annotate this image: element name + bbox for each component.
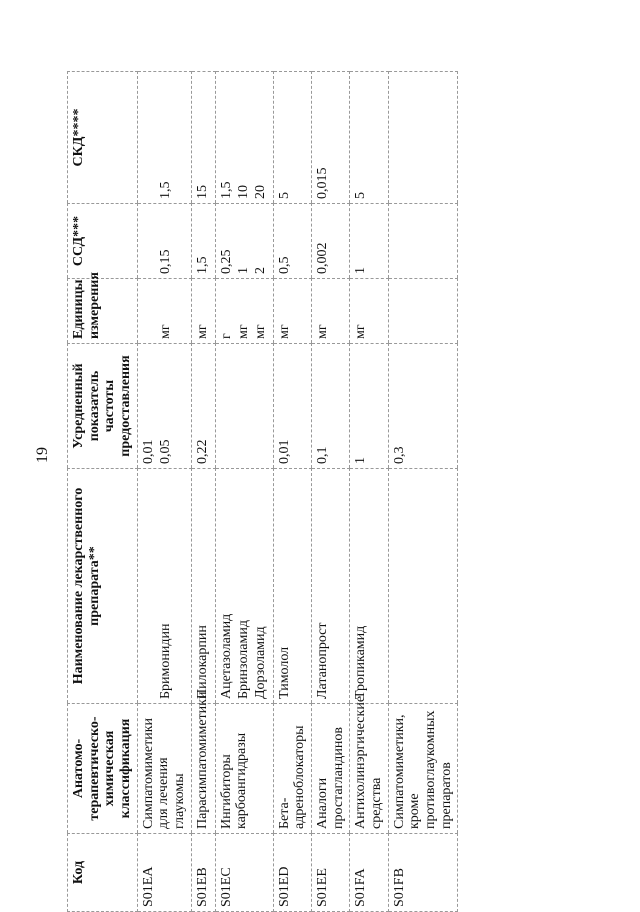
drug-table <box>67 71 458 912</box>
drug-value: Пилокарпин <box>194 625 210 699</box>
page-number: 19 <box>34 447 51 463</box>
unit-cell <box>273 279 311 344</box>
drug-value: Тропикамид <box>353 625 369 699</box>
drug-value: Ацетазоламид <box>218 613 234 699</box>
skd-value: 20 <box>252 185 268 199</box>
drug-cell <box>273 469 311 704</box>
unit-cell <box>312 279 350 344</box>
skd-cell <box>137 72 191 204</box>
freq-value: 1 <box>353 457 369 464</box>
ssd-cell <box>215 204 273 279</box>
unit-value: мг <box>252 324 268 339</box>
unit-cell <box>350 279 388 344</box>
skd-value: 10 <box>235 185 251 199</box>
table-row <box>273 72 311 912</box>
freq-cell <box>388 344 458 469</box>
code-cell: S01FA <box>350 834 388 912</box>
freq-cell <box>215 344 273 469</box>
ssd-value: 1 <box>235 267 251 274</box>
freq-cell <box>191 344 215 469</box>
freq-value <box>219 348 236 464</box>
unit-cell <box>388 279 458 344</box>
header-unit: Единицы измерения <box>68 279 138 344</box>
drug-value: Бринзоламид <box>235 620 251 699</box>
code-cell: S01FB <box>388 834 458 912</box>
atc-class-cell: Симпатомиметики для лечения глаукомы <box>137 704 191 834</box>
drug-value: Латанопрост <box>315 622 331 699</box>
skd-cell <box>273 72 311 204</box>
skd-value: 1,5 <box>157 181 173 199</box>
rotated-table-container <box>67 72 627 912</box>
drug-cell <box>388 469 458 704</box>
ssd-value: 2 <box>252 267 268 274</box>
atc-class-cell: Антихолинэргические средства <box>350 704 388 834</box>
header-code: Код <box>68 834 138 912</box>
ssd-value: 0,15 <box>157 249 173 274</box>
skd-cell <box>388 72 458 204</box>
unit-value: мг <box>353 324 369 339</box>
unit-value <box>141 283 158 339</box>
drug-cell <box>312 469 350 704</box>
code-cell: S01EE <box>312 834 350 912</box>
header-atc-class: Анатомо-терапевтическо-химическая классификация <box>68 704 138 834</box>
skd-cell <box>350 72 388 204</box>
code-cell: S01EC <box>215 834 273 912</box>
unit-cell <box>215 279 273 344</box>
skd-value: 1,5 <box>218 181 234 199</box>
table-row <box>191 72 215 912</box>
ssd-value <box>141 208 158 274</box>
drug-value <box>392 473 409 699</box>
freq-value <box>236 348 253 464</box>
skd-value <box>392 76 409 199</box>
freq-cell <box>312 344 350 469</box>
freq-value: 0,3 <box>391 446 407 464</box>
unit-value: мг <box>157 324 173 339</box>
ssd-value <box>392 208 409 274</box>
drug-value <box>141 473 158 699</box>
code-cell: S01EA <box>137 834 191 912</box>
table-row <box>388 72 458 912</box>
freq-value: 0,01 <box>276 439 292 464</box>
skd-cell <box>191 72 215 204</box>
skd-value: 5 <box>276 192 292 199</box>
freq-value: 0,22 <box>194 439 210 464</box>
drug-cell <box>350 469 388 704</box>
freq-value: 0,05 <box>157 439 173 464</box>
ssd-cell <box>350 204 388 279</box>
ssd-cell <box>191 204 215 279</box>
ssd-value: 1,5 <box>194 256 210 274</box>
unit-value: мг <box>315 324 331 339</box>
unit-cell <box>191 279 215 344</box>
atc-class-cell: Ингибиторы карбоангидразы <box>215 704 273 834</box>
skd-value <box>141 76 158 199</box>
skd-value: 15 <box>194 185 210 199</box>
ssd-value: 1 <box>353 267 369 274</box>
ssd-cell <box>312 204 350 279</box>
table-row <box>137 72 191 912</box>
header-skd: СКД**** <box>68 72 138 204</box>
unit-value: мг <box>194 324 210 339</box>
drug-value: Тимолол <box>276 646 292 699</box>
drug-value: Дорзоламид <box>252 626 268 699</box>
code-cell: S01ED <box>273 834 311 912</box>
header-drug-name: Наименование лекарственного препарата** <box>68 469 138 704</box>
atc-class-cell: Бета-адреноблокаторы <box>273 704 311 834</box>
skd-value: 5 <box>353 192 369 199</box>
ssd-value: 0,25 <box>218 249 234 274</box>
ssd-cell <box>388 204 458 279</box>
drug-cell <box>137 469 191 704</box>
atc-class-cell: Аналоги простагландинов <box>312 704 350 834</box>
table-row <box>350 72 388 912</box>
atc-class-cell: Симпатомиметики, кроме противоглаукомных препаратов <box>388 704 458 834</box>
freq-value: 0,1 <box>315 446 331 464</box>
header-frequency: Усредненный показатель частоты предоставления <box>68 344 138 469</box>
unit-cell <box>137 279 191 344</box>
table-row <box>312 72 350 912</box>
drug-value: Бримонидин <box>157 623 173 699</box>
skd-cell <box>312 72 350 204</box>
ssd-value: 0,002 <box>315 242 331 274</box>
freq-value <box>253 348 270 464</box>
unit-value: мг <box>276 324 292 339</box>
atc-class-cell: Парасимпатомиметики <box>191 704 215 834</box>
header-row <box>68 72 138 912</box>
code-cell: S01EB <box>191 834 215 912</box>
ssd-cell <box>273 204 311 279</box>
unit-value <box>392 283 409 339</box>
unit-value: мг <box>235 324 251 339</box>
drug-cell <box>191 469 215 704</box>
freq-value: 0,01 <box>140 439 156 464</box>
freq-cell <box>137 344 191 469</box>
drug-cell <box>215 469 273 704</box>
table-row <box>215 72 273 912</box>
header-ssd: ССД*** <box>68 204 138 279</box>
ssd-cell <box>137 204 191 279</box>
freq-cell <box>273 344 311 469</box>
skd-value: 0,015 <box>315 167 331 199</box>
freq-cell <box>350 344 388 469</box>
unit-value: г <box>218 333 234 339</box>
skd-cell <box>215 72 273 204</box>
ssd-value: 0,5 <box>276 256 292 274</box>
